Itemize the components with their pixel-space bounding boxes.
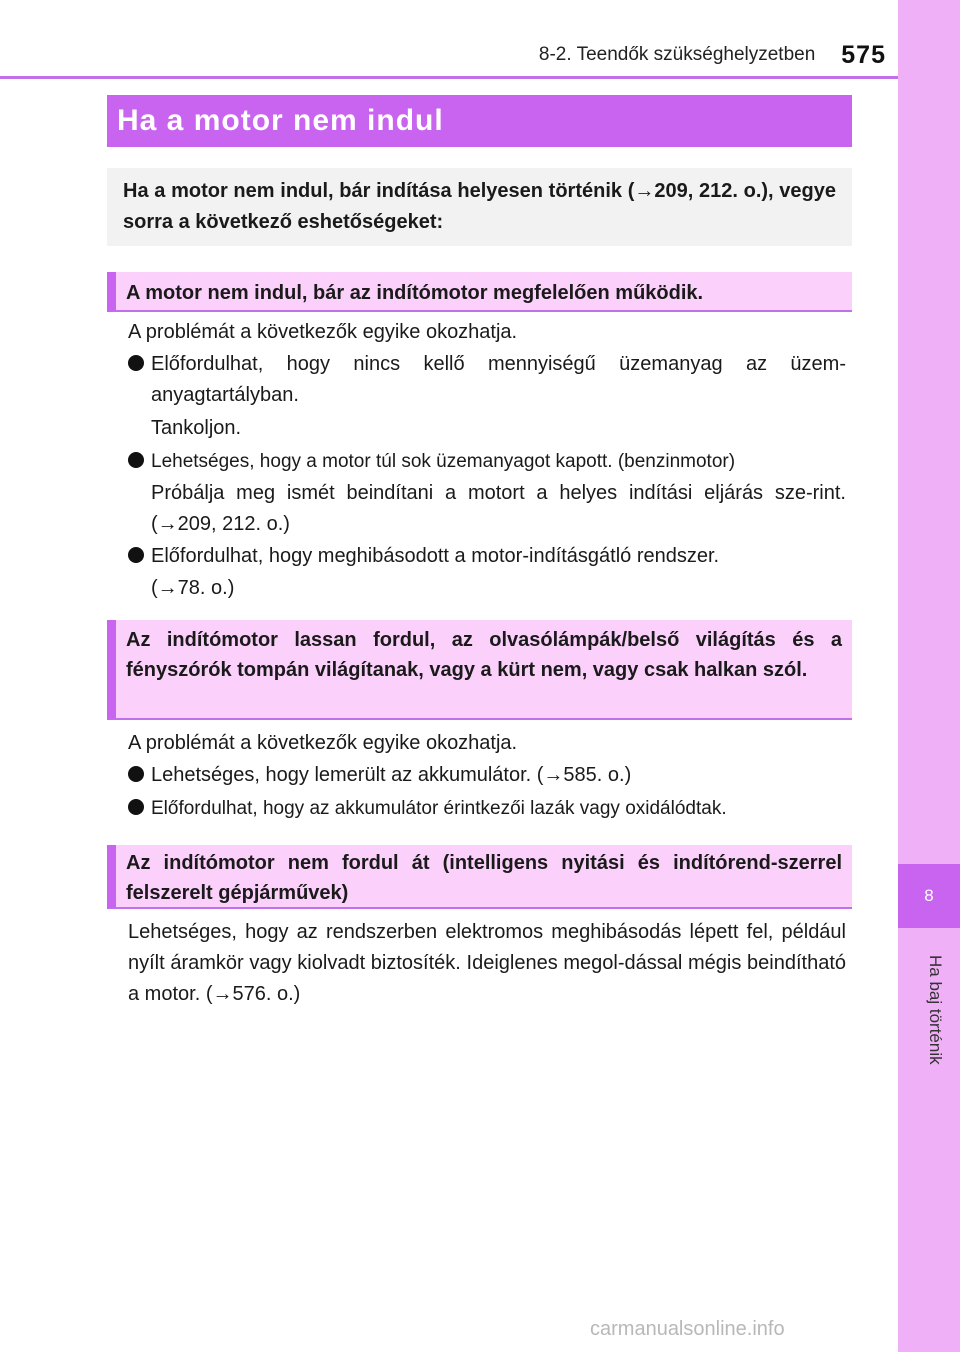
section-heading-2: Az indítómotor lassan fordul, az olvasólámpák/belső világítás és a fényszórók tompán világítanak, vagy a kürt nem, vagy csak halkan szól. [107,620,852,720]
bullet-dot-icon [128,799,144,815]
section1-bullet-3-note: (→78. o.) [151,577,235,599]
section2-bullet-2 [128,793,846,824]
bullet-dot-icon [128,547,144,563]
bullet-text: Előfordulhat, hogy meghibásodott a motor-indításgátló rendszer. [151,545,720,567]
section3-body: Lehetséges, hogy az rendszerben elektromos meghibásodás lépett fel, például nyílt áramkör vagy kiolvadt biztosíték. Ideiglenes megol-dással mégis beindítható a motor. (→576. o.) [128,921,846,1005]
watermark: carmanualsonline.info [590,1318,785,1340]
section1-bullet-1 [128,349,846,411]
section2-bullet-1 [128,760,846,791]
chapter-label: Ha baj történik [926,955,945,1065]
bullet-dot-icon [128,766,144,782]
page-title: Ha a motor nem indul [107,95,852,147]
section-heading-1: A motor nem indul, bár az indítómotor megfelelően működik. [107,272,852,312]
bullet-dot-icon [128,452,144,468]
section1-bullet-2-note: Próbálja meg ismét beindítani a motort a helyes indítási eljárás sze-rint. (→209, 212. o.) [151,482,846,535]
intro-box: Ha a motor nem indul, bár indítása helyesen történik (→209, 212. o.), vegye sorra a következő eshetőségeket: [107,168,852,246]
header-divider [0,76,898,79]
section-heading-3: Az indítómotor nem fordul át (intelligens nyitási és indítórend-szerrel felszerelt gépjárművek) [107,845,852,909]
section1-bullet-3 [128,541,846,572]
bullet-text: Lehetséges, hogy a motor túl sok üzemanyagot kapott. (benzinmotor) [151,451,736,472]
section1-bullet-2 [128,446,846,477]
chapter-number-badge: 8 [898,864,960,928]
bullet-text: Előfordulhat, hogy nincs kellő mennyiségű üzemanyag az üzem-anyagtartályban. [151,353,846,406]
section2-lead: A problémát a következők egyike okozhatja. [128,732,518,754]
bullet-dot-icon [128,355,144,371]
bullet-text: Lehetséges, hogy lemerült az akkumulátor. (→585. o.) [151,764,632,786]
page-number: 575 [841,41,886,69]
section1-lead: A problémát a következők egyike okozhatja. [128,321,518,343]
section-reference: 8-2. Teendők szükséghelyzetben [538,44,816,65]
section1-bullet-1-note: Tankoljon. [151,417,242,439]
bullet-text: Előfordulhat, hogy az akkumulátor érintkezői lazák vagy oxidálódtak. [151,798,727,819]
page-header [0,30,886,70]
chapter-side-tab [898,0,960,1352]
